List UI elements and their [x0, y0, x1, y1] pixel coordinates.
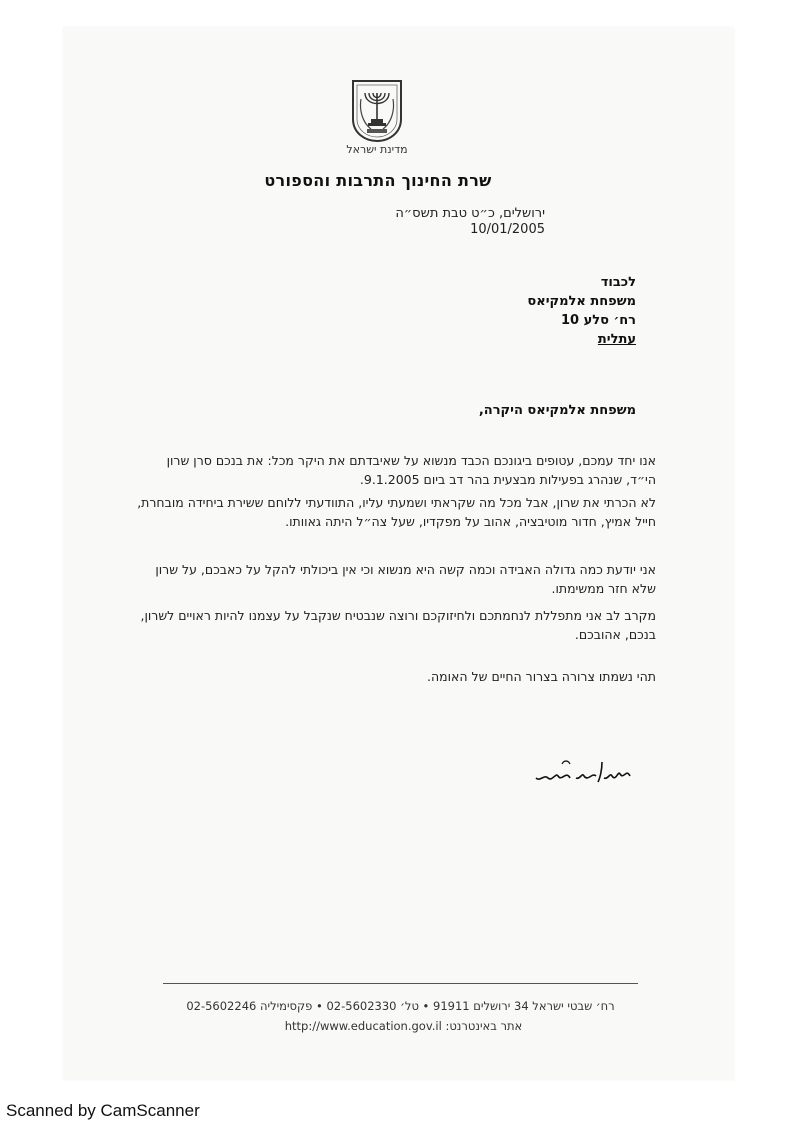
scanner-watermark: Scanned by CamScanner [6, 1101, 200, 1120]
ministry-title: שרת החינוך התרבות והספורט [264, 171, 492, 190]
letter-page [63, 27, 734, 1080]
footer-internet-label: אתר באינטרנט: [445, 1019, 523, 1033]
handwritten-signature [526, 754, 636, 790]
letter-paragraph-4: מקרב לב אני מתפללת לנחמתכם ולחיזוקכם ורוצה שנבטיח שנקבל על עצמנו להיות ראויים לשרון, בנכם, אהובכם. [140, 608, 656, 642]
footer-address: רח׳ שבטי ישראל 34 ירושלים 91911 • טל׳ 02-5602330 • פקסימיליה 02-5602246 [186, 999, 615, 1013]
recipient-street: רח׳ סלע 10 [560, 313, 636, 328]
letter-paragraph-1: אנו יחד עמכם, עטופים ביגונכם הכבד מנשוא על שאיבדתם את היקר מכל: את בנכם סרן שרון הי״ד, שנהרג בפעילות מבצעית בהר דב ביום 9.1.2005. [166, 453, 656, 487]
letter-paragraph-3: אני יודעת כמה גדולה האבידה וכמה קשה היא מנשוא וכי אין ביכולתי להקל על כאבכם, על שרון שלא חזר ממשימתו. [155, 562, 656, 596]
letter-paragraph-5: תהי נשמתו צרורה בצרור החיים של האומה. [427, 669, 656, 684]
footer-divider [163, 983, 638, 984]
recipient-city: עתלית [597, 332, 636, 347]
country-label: מדינת ישראל [346, 143, 408, 156]
letter-greeting: משפחת אלמקיאס היקרה, [478, 403, 636, 418]
gregorian-date: 10/01/2005 [470, 222, 545, 237]
recipient-name: משפחת אלמקיאס [527, 294, 636, 309]
israel-emblem-icon [349, 79, 405, 143]
recipient-salutation: לכבוד [600, 275, 636, 290]
footer-website [153, 1019, 648, 1033]
hebrew-date: ירושלים, כ״ט טבת תשס״ה [395, 206, 545, 221]
footer-url[interactable]: http://www.education.gov.il [284, 1019, 442, 1033]
letter-paragraph-2: לא הכרתי את שרון, אבל מכל מה שקראתי ושמעתי עליו, התוודעתי ללוחם ששירת ביחידה מובחרת, חייל אמיץ, חדור מוטיבציה, אהוב על מפקדיו, שעל צה״ל היתה גאוותו. [137, 495, 656, 529]
